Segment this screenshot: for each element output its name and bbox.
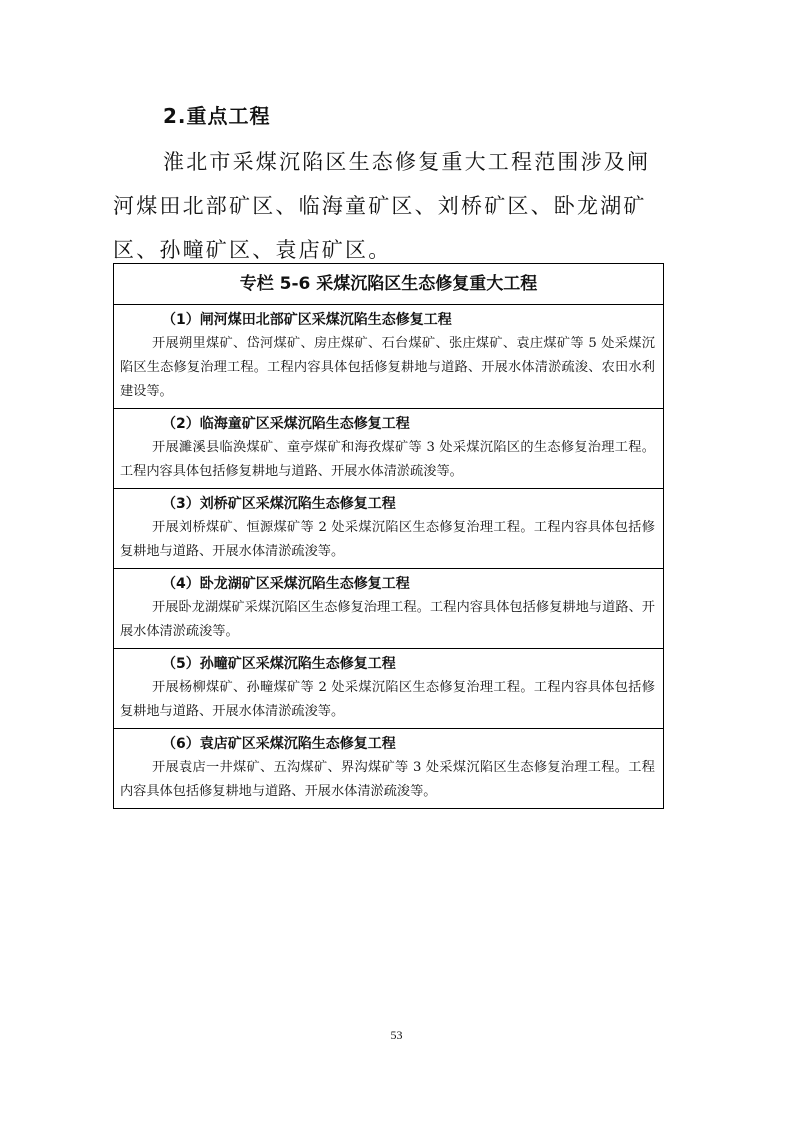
project-title: （6）袁店矿区采煤沉陷生态修复工程: [162, 736, 396, 752]
project-title: （2）临海童矿区采煤沉陷生态修复工程: [162, 416, 410, 432]
project-item: [114, 569, 663, 649]
project-item: [114, 409, 663, 489]
page-number: 53: [390, 1028, 403, 1042]
project-body: 开展杨柳煤矿、孙疃煤矿等 2 处采煤沉陷区生态修复治理工程。工程内容具体包括修复耕地与道路、开展水体清淤疏浚等。: [120, 680, 655, 719]
project-title: （5）孙疃矿区采煤沉陷生态修复工程: [162, 656, 396, 672]
project-title: （1）闸河煤田北部矿区采煤沉陷生态修复工程: [162, 312, 452, 328]
project-item: [114, 489, 663, 569]
intro-paragraph: 淮北市采煤沉陷区生态修复重大工程范围涉及闸河煤田北部矿区、临海童矿区、刘桥矿区、卧龙湖矿区、孙疃矿区、袁店矿区。: [113, 150, 651, 262]
project-body: 开展卧龙湖煤矿采煤沉陷区生态修复治理工程。工程内容具体包括修复耕地与道路、开展水体清淤疏浚等。: [120, 600, 655, 639]
feature-box: [113, 263, 664, 809]
project-title: （3）刘桥矿区采煤沉陷生态修复工程: [162, 496, 396, 512]
project-item: [114, 305, 663, 409]
section-heading: 2.重点工程: [163, 104, 271, 128]
project-body: 开展朔里煤矿、岱河煤矿、房庄煤矿、石台煤矿、张庄煤矿、袁庄煤矿等 5 处采煤沉陷区生态修复治理工程。工程内容具体包括修复耕地与道路、开展水体清淤疏浚、农田水利建设等。: [120, 336, 655, 399]
project-item: [114, 729, 663, 808]
project-title: （4）卧龙湖矿区采煤沉陷生态修复工程: [162, 576, 410, 592]
project-item: [114, 649, 663, 729]
box-title: 专栏 5-6 采煤沉陷区生态修复重大工程: [114, 264, 663, 305]
project-body: 开展袁店一井煤矿、五沟煤矿、界沟煤矿等 3 处采煤沉陷区生态修复治理工程。工程内容具体包括修复耕地与道路、开展水体清淤疏浚等。: [120, 760, 655, 799]
project-body: 开展濉溪县临涣煤矿、童亭煤矿和海孜煤矿等 3 处采煤沉陷区的生态修复治理工程。工程内容具体包括修复耕地与道路、开展水体清淤疏浚等。: [120, 440, 655, 479]
project-body: 开展刘桥煤矿、恒源煤矿等 2 处采煤沉陷区生态修复治理工程。工程内容具体包括修复耕地与道路、开展水体清淤疏浚等。: [120, 520, 655, 559]
